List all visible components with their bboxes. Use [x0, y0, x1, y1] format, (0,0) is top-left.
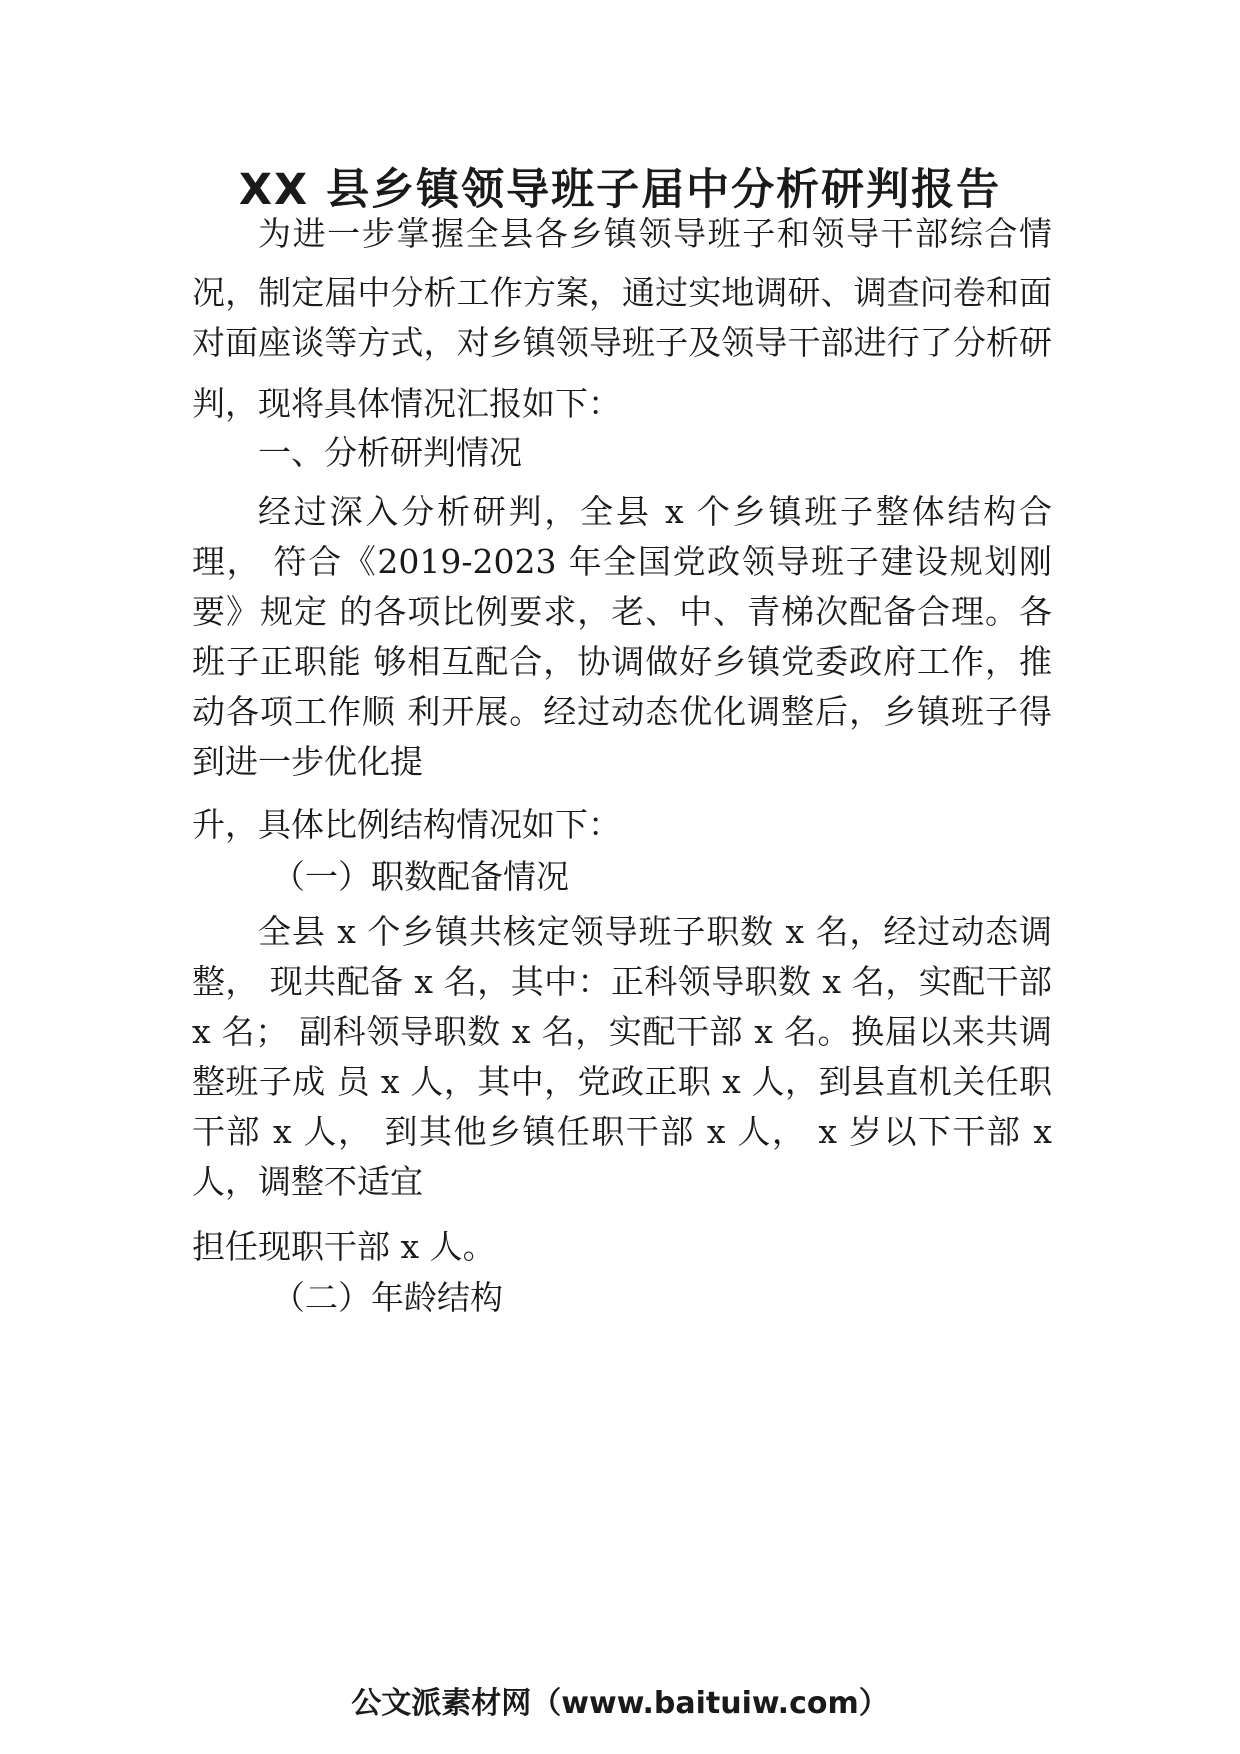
subsection-heading: （一）职数配备情况: [272, 857, 569, 896]
footer-source: 公文派素材网（www.baituiw.com）: [351, 1686, 889, 1721]
paragraph-line: 理， 符合《2019-2023 年全国党政领导班子建设规划刚: [192, 542, 1052, 581]
paragraph-line: 要》规定 的各项比例要求，老、中、青梯次配备合理。各: [192, 592, 1052, 631]
paragraph-line: 为进一步掌握全县各乡镇领导班子和领导干部综合情: [258, 214, 1052, 253]
paragraph-line: 全县 x 个乡镇共核定领导班子职数 x 名，经过动态调: [258, 912, 1052, 951]
paragraph-line: 动各项工作顺 利开展。经过动态优化调整后，乡镇班子得: [192, 692, 1052, 731]
subsection-heading: （二）年龄结构: [272, 1278, 503, 1317]
paragraph-line: 整班子成 员 x 人，其中，党政正职 x 人，到县直机关任职: [192, 1062, 1052, 1101]
paragraph-line: 干部 x 人， 到其他乡镇任职干部 x 人， x 岁以下干部 x: [192, 1112, 1052, 1151]
paragraph-line: 况，制定届中分析工作方案，通过实地调研、调查问卷和面: [192, 273, 1052, 312]
section-heading: 一、分析研判情况: [258, 433, 522, 472]
paragraph-line: 班子正职能 够相互配合，协调做好乡镇党委政府工作，推: [192, 642, 1052, 681]
paragraph-line: 经过深入分析研判，全县 x 个乡镇班子整体结构合: [258, 492, 1052, 531]
paragraph-line: 担任现职干部 x 人。: [192, 1227, 496, 1266]
document-title: XX 县乡镇领导班子届中分析研判报告: [238, 165, 1002, 215]
paragraph-line: 升，具体比例结构情况如下：: [192, 805, 621, 844]
paragraph-line: x 名； 副科领导职数 x 名，实配干部 x 名。换届以来共调: [192, 1012, 1052, 1051]
paragraph-line: 对面座谈等方式，对乡镇领导班子及领导干部进行了分析研: [192, 323, 1052, 362]
paragraph-line: 判，现将具体情况汇报如下：: [192, 384, 621, 423]
paragraph-line: 到进一步优化提: [192, 742, 423, 781]
paragraph-line: 整， 现共配备 x 名，其中：正科领导职数 x 名，实配干部: [192, 962, 1052, 1001]
paragraph-line: 人，调整不适宜: [192, 1162, 423, 1201]
